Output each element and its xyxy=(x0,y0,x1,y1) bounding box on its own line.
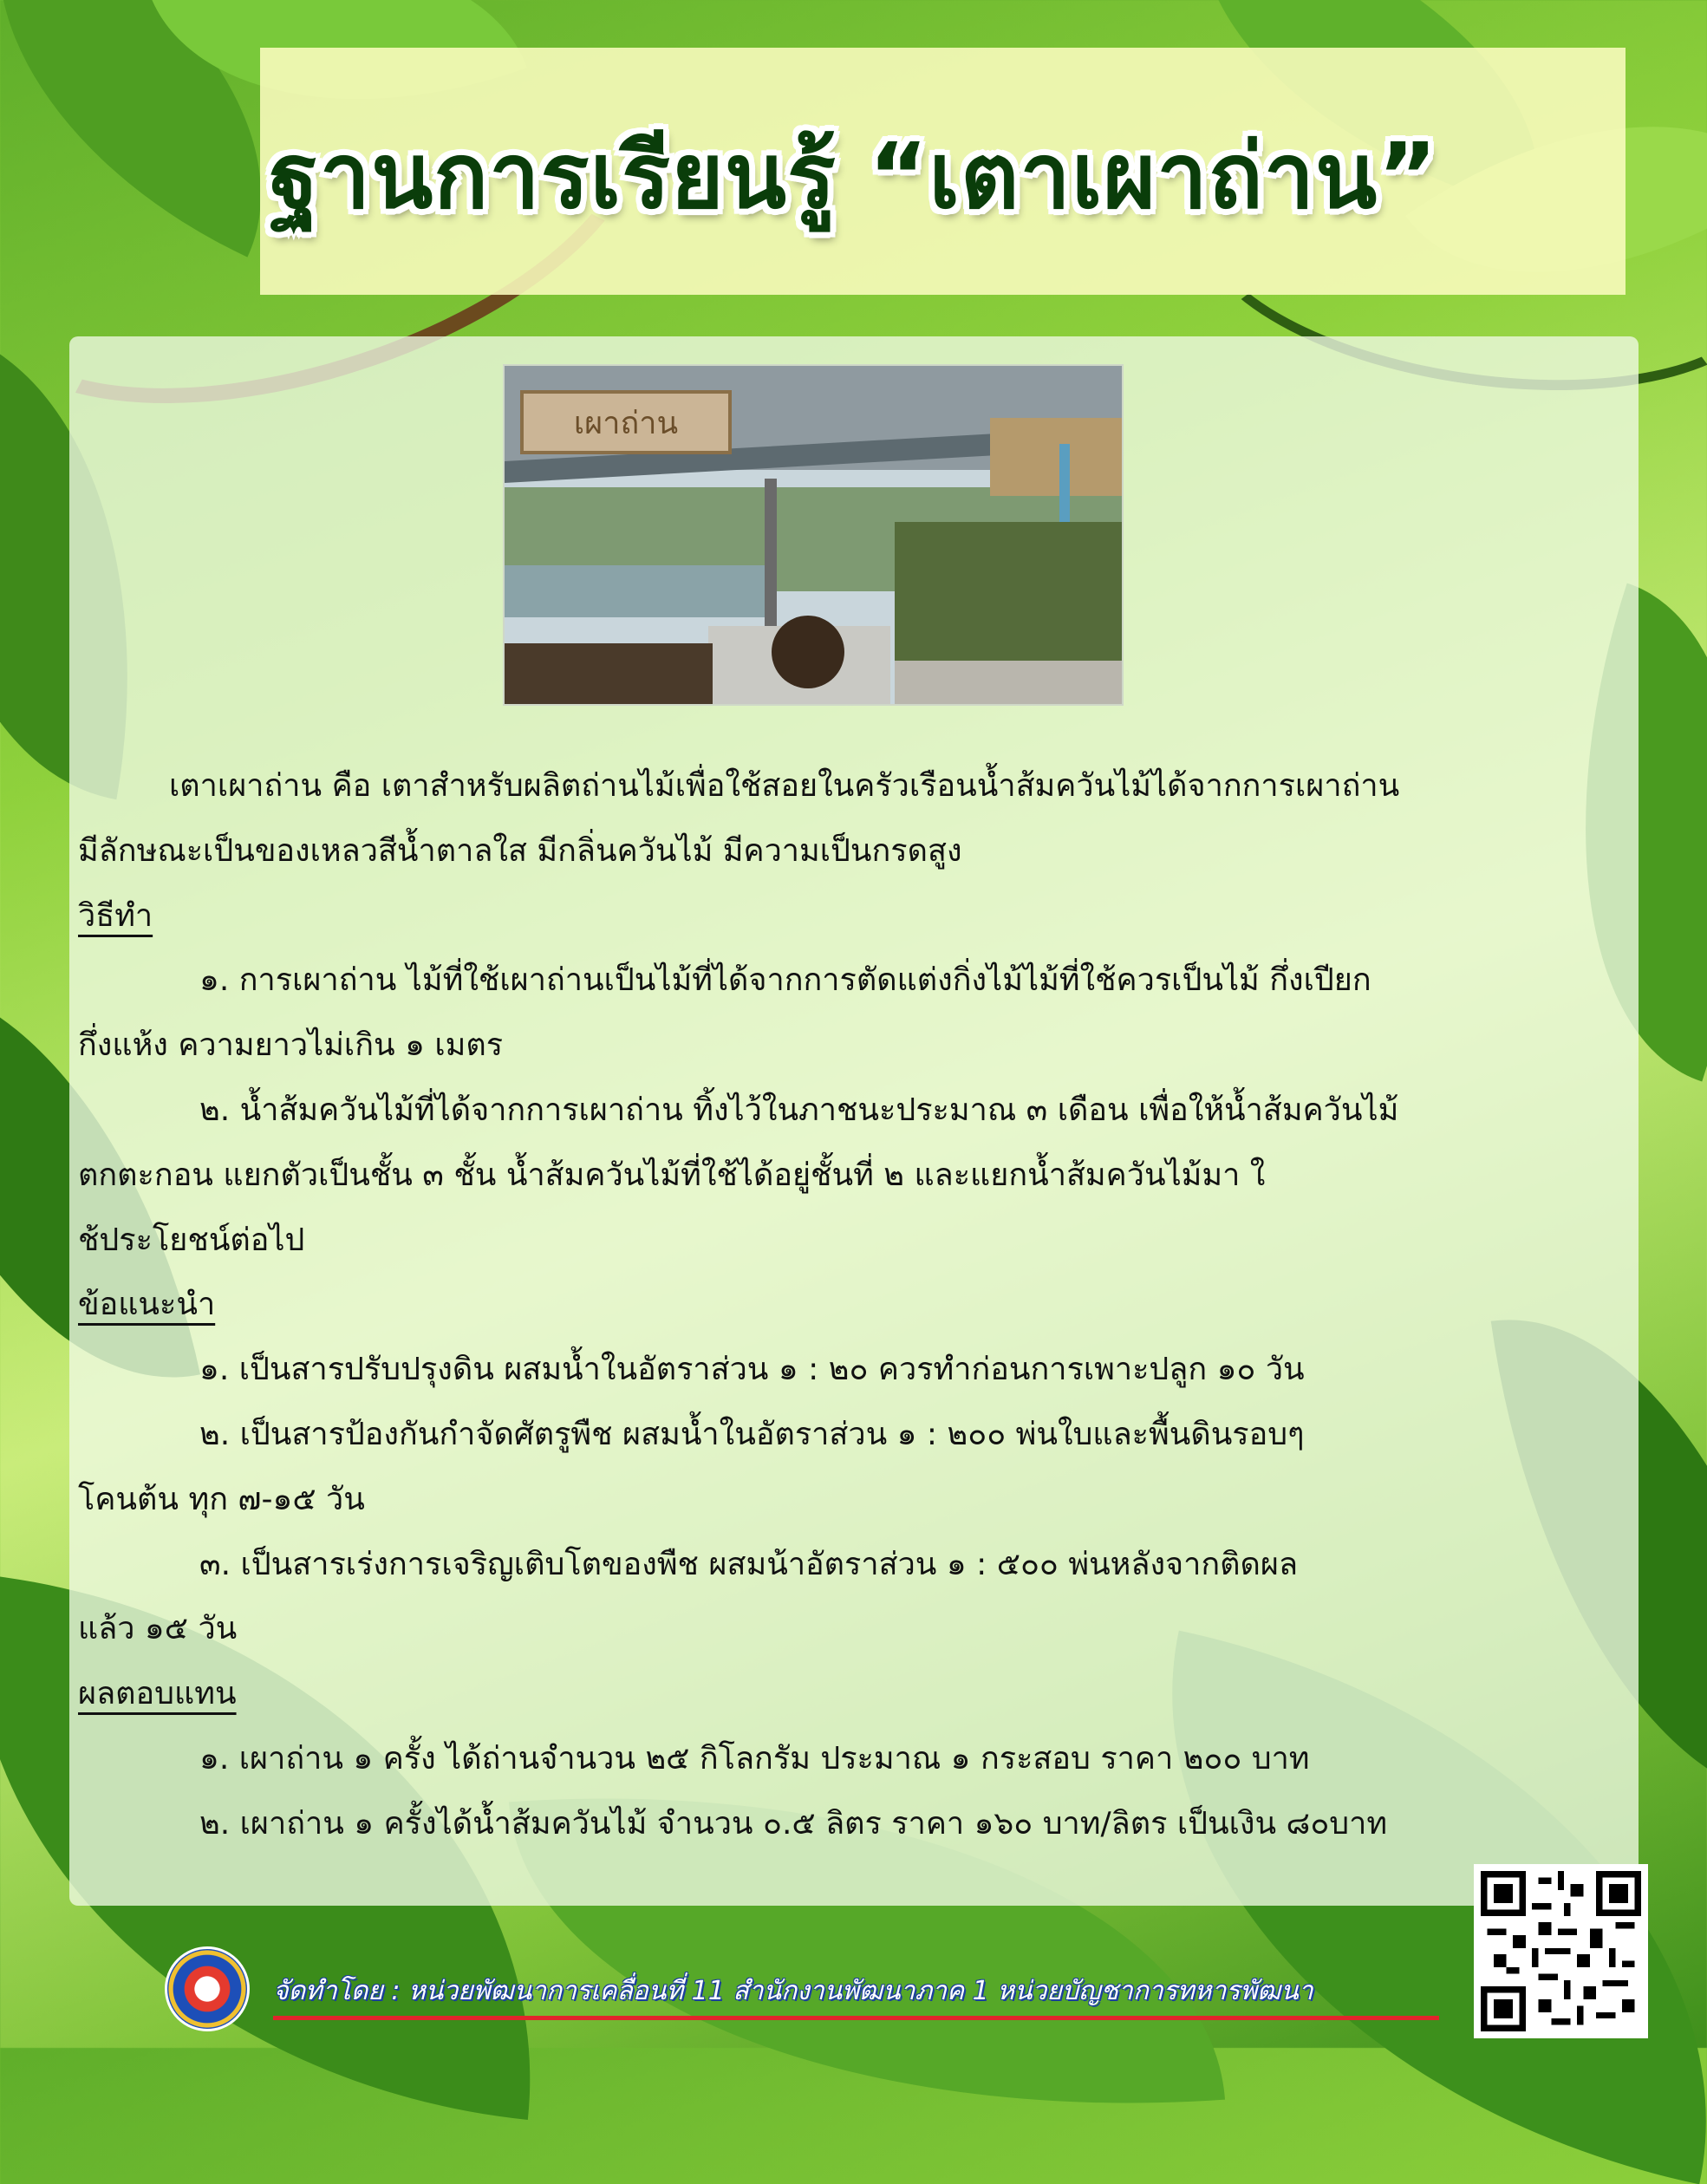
footer xyxy=(165,1946,1448,2033)
qr-code-icon xyxy=(1481,1871,1641,2031)
article-body xyxy=(78,754,1630,1857)
advice-line-1: ๑. เป็นสารปรับปรุงดิน ผสมน้ำในอัตราส่วน ๑ : ๒๐ ควรทำก่อนการเพาะปลูก ๑๐ วัน xyxy=(199,1352,1305,1388)
advice-line-2: ๒. เป็นสารป้องกันกำจัดศัตรูพืช ผสมน้ำในอัตราส่วน ๑ : ๒๐๐ พ่นใบและพื้นดินรอบๆ xyxy=(199,1416,1305,1452)
page-title: ฐานการเรียนรู้ “เตาเผาถ่าน” xyxy=(269,123,1438,229)
method-line-5: ช้ประโยชน์ต่อไป xyxy=(78,1222,305,1258)
kiln-photo xyxy=(503,364,1124,706)
kiln-photo-illustration xyxy=(505,366,1122,704)
returns-line-2: ๒. เผาถ่าน ๑ ครั้งได้น้ำส้มควันไม้ จำนวน ๐.๕ ลิตร ราคา ๑๖๐ บาท/ลิตร เป็นเงิน ๘๐บาท xyxy=(199,1805,1388,1842)
footer-divider xyxy=(273,2016,1439,2020)
method-line-3: ๒. น้ำส้มควันไม้ที่ได้จากการเผาถ่าน ทิ้งไว้ในภาชนะประมาณ ๓ เดือน เพื่อให้น้ำส้มควันไม้ xyxy=(199,1092,1399,1128)
method-line-4: ตกตะกอน แยกตัวเป็นชั้น ๓ ชั้น น้ำส้มควันไม้ที่ใช้ได้อยู่ชั้นที่ ๒ และแยกน้ำส้มควันไม้มา ใ xyxy=(78,1157,1266,1193)
advice-line-4: ๓. เป็นสารเร่งการเจริญเติบโตของพืช ผสมน้าอัตราส่วน ๑ : ๕๐๐ พ่นหลังจากติดผล xyxy=(199,1546,1299,1582)
advice-line-3: โคนต้น ทุก ๗-๑๕ วัน xyxy=(78,1481,365,1517)
returns-heading: ผลตอบแทน xyxy=(78,1676,237,1712)
advice-heading: ข้อแนะนำ xyxy=(78,1287,216,1323)
method-line-1: ๑. การเผาถ่าน ไม้ที่ใช้เผาถ่านเป็นไม้ที่ได้จากการตัดแต่งกิ่งไม้ไม้ที่ใช้ควรเป็นไม้ กึ่งเปียก xyxy=(199,962,1371,999)
intro-line-2: มีลักษณะเป็นของเหลวสีน้ำตาลใส มีกลิ่นควันไม้ มีความเป็นกรดสูง xyxy=(78,832,962,869)
intro-line-1: เตาเผาถ่าน คือ เตาสำหรับผลิตถ่านไม้เพื่อใช้สอยในครัวเรือนน้ำส้มควันไม้ได้จากการเผาถ่าน xyxy=(169,768,1400,804)
method-heading: วิธีทำ xyxy=(78,897,153,934)
kiln-sign-text: เผาถ่าน xyxy=(573,406,679,441)
organization-logo-icon xyxy=(165,1946,250,2031)
footer-credit: จัดทำโดย : หน่วยพัฒนาการเคลื่อนที่ 11 สำนักงานพัฒนาภาค 1 หน่วยบัญชาการทหารพัฒนา xyxy=(273,1976,1313,2006)
qr-code[interactable] xyxy=(1474,1864,1648,2038)
returns-line-1: ๑. เผาถ่าน ๑ ครั้ง ได้ถ่านจำนวน ๒๕ กิโลกรัม ประมาณ ๑ กระสอบ ราคา ๒๐๐ บาท xyxy=(199,1740,1310,1777)
method-line-2: กึ่งแห้ง ความยาวไม่เกิน ๑ เมตร xyxy=(78,1027,504,1064)
advice-line-5: แล้ว ๑๕ วัน xyxy=(78,1611,238,1647)
